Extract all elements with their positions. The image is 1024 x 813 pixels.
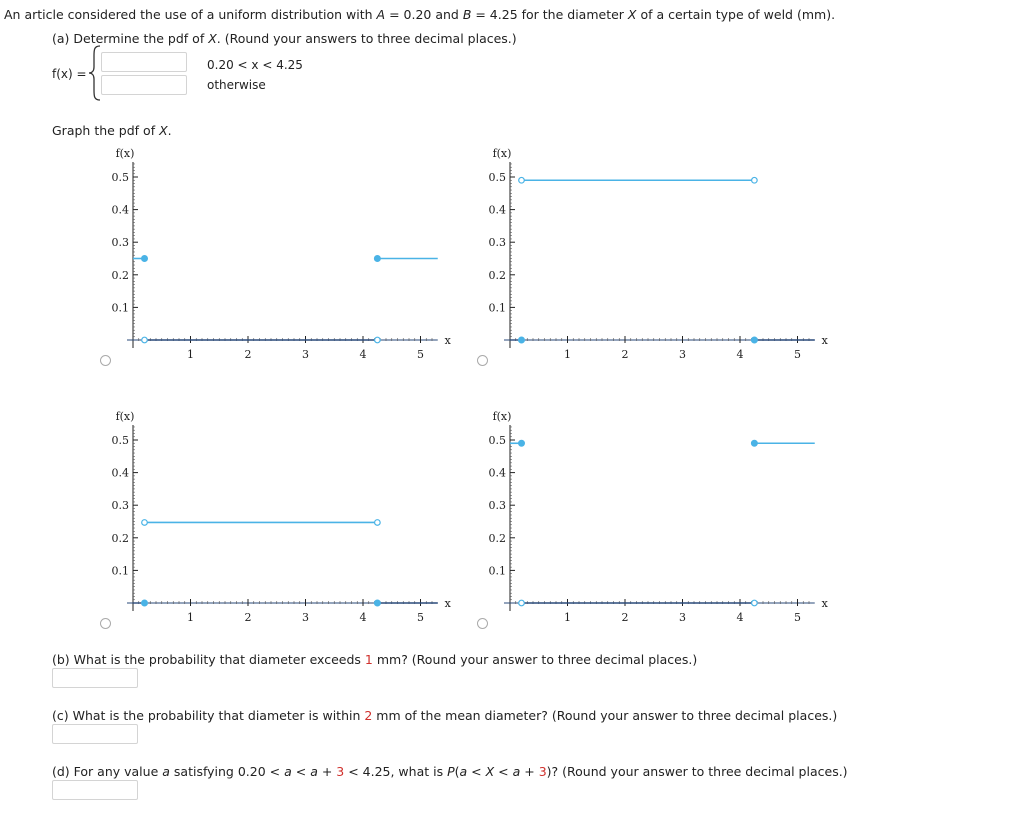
closed-endpoint [519, 440, 525, 446]
open-endpoint [142, 520, 148, 526]
open-endpoint [519, 177, 525, 183]
graph-option-2-radio[interactable] [477, 355, 488, 366]
x-tick-label: 1 [187, 611, 194, 624]
graph-option-1-radio[interactable] [100, 355, 111, 366]
y-tick-label: 0.3 [111, 236, 129, 250]
y-tick-label: 0.1 [111, 564, 129, 578]
y-tick-label: 0.1 [111, 301, 129, 315]
part-d-number-2: 3 [538, 764, 547, 779]
graph-prompt-text-1: Graph the pdf of [52, 123, 160, 138]
y-axis-label: f(x) [115, 147, 135, 160]
intro-text-2: = 0.20 and [385, 7, 463, 22]
pdf-case2-input[interactable] [101, 75, 187, 95]
part-b-question [52, 652, 697, 667]
graph-option-3[interactable] [100, 403, 451, 648]
part-a-var-X: X [208, 31, 217, 46]
graph-option-4-radio[interactable] [477, 618, 488, 629]
open-endpoint [519, 600, 525, 606]
part-d-text-1: (d) For any value [52, 764, 163, 779]
x-tick-label: 3 [302, 611, 309, 624]
part-d-text-8: < [494, 764, 513, 779]
closed-endpoint [142, 256, 148, 262]
intro-text-4: of a certain type of weld (mm). [636, 7, 836, 22]
y-tick-label: 0.4 [111, 203, 129, 217]
problem-intro [4, 7, 835, 22]
y-tick-label: 0.5 [111, 171, 129, 184]
case2-condition: otherwise [207, 78, 266, 92]
y-tick-label: 0.4 [111, 466, 129, 480]
x-tick-label: 4 [359, 611, 367, 624]
y-tick-label: 0.3 [488, 499, 506, 513]
var-A: A [376, 7, 386, 22]
x-axis-label: x [821, 597, 828, 610]
x-tick-label: 3 [679, 348, 686, 361]
fx-label: f(x) = [52, 67, 87, 81]
part-d-question [52, 764, 848, 779]
piecewise-brace-icon [88, 44, 102, 102]
x-tick-label: 4 [736, 348, 744, 361]
y-tick-label: 0.2 [111, 268, 129, 282]
x-tick-label: 2 [621, 348, 629, 361]
case1-condition: 0.20 < x < 4.25 [207, 58, 303, 72]
y-axis-label: f(x) [115, 410, 135, 423]
part-d-var-a5: a [512, 764, 521, 779]
part-c-question [52, 708, 837, 723]
intro-text-1: An article considered the use of a uniform distribution with [4, 7, 377, 22]
part-c-text-2: mm of the mean diameter? (Round your answer to three decimal places.) [372, 708, 838, 723]
x-tick-label: 1 [564, 611, 571, 624]
x-tick-label: 4 [736, 611, 744, 624]
part-d-text-9: + [520, 764, 539, 779]
x-axis-label: x [444, 597, 451, 610]
part-b-answer-input[interactable] [52, 668, 138, 688]
x-tick-label: 5 [794, 348, 801, 361]
y-tick-label: 0.3 [111, 499, 129, 513]
x-tick-label: 2 [621, 611, 629, 624]
var-B: B [462, 7, 472, 22]
y-tick-label: 0.5 [488, 434, 506, 447]
y-tick-label: 0.3 [488, 236, 506, 250]
x-tick-label: 3 [679, 611, 686, 624]
y-axis-label: f(x) [492, 410, 512, 423]
part-d-var-P: P [447, 764, 455, 779]
intro-text-3: = 4.25 for the diameter [471, 7, 628, 22]
part-d-number-1: 3 [336, 764, 345, 779]
y-tick-label: 0.2 [111, 531, 129, 545]
part-d-answer-input[interactable] [52, 780, 138, 800]
pdf-case1-input[interactable] [101, 52, 187, 72]
x-tick-label: 3 [302, 348, 309, 361]
graph-option-2[interactable] [477, 140, 828, 385]
part-d-var-X: X [485, 764, 495, 779]
y-tick-label: 0.4 [488, 466, 506, 480]
x-tick-label: 1 [564, 348, 571, 361]
closed-endpoint [751, 337, 757, 343]
graph-option-4[interactable] [477, 403, 828, 648]
closed-endpoint [519, 337, 525, 343]
x-tick-label: 2 [244, 348, 252, 361]
graph-prompt [52, 123, 172, 138]
part-d-text-5: < 4.25, what is [344, 764, 448, 779]
part-c-text-1: (c) What is the probability that diameter is within [52, 708, 365, 723]
open-endpoint [375, 520, 381, 526]
part-c-answer-input[interactable] [52, 724, 138, 744]
open-endpoint [142, 337, 148, 343]
x-axis-label: x [821, 334, 828, 347]
part-d-text-4: + [317, 764, 337, 779]
closed-endpoint [142, 600, 148, 606]
var-X: X [627, 7, 637, 22]
x-tick-label: 2 [244, 611, 252, 624]
y-tick-label: 0.2 [488, 268, 506, 282]
open-endpoint [752, 177, 758, 183]
open-endpoint [752, 600, 758, 606]
x-tick-label: 5 [417, 611, 424, 624]
y-axis-label: f(x) [492, 147, 512, 160]
part-d-var-a3: a [310, 764, 318, 779]
x-axis-label: x [444, 334, 451, 347]
y-tick-label: 0.5 [111, 434, 129, 447]
part-d-text-7: < [467, 764, 486, 779]
x-tick-label: 4 [359, 348, 367, 361]
part-a-text-2: . (Round your answers to three decimal places.) [216, 31, 517, 46]
part-d-var-a4: a [459, 764, 468, 779]
part-a-question [52, 31, 517, 46]
part-d-text-10: )? (Round your answer to three decimal places.) [546, 764, 848, 779]
part-b-number: 1 [364, 652, 373, 667]
y-tick-label: 0.1 [488, 301, 506, 315]
part-d-var-a2: a [284, 764, 292, 779]
graph-prompt-var-X: X [159, 123, 168, 138]
closed-endpoint [374, 256, 380, 262]
graph-option-3-radio[interactable] [100, 618, 111, 629]
part-d-text-3: < [291, 764, 311, 779]
closed-endpoint [374, 600, 380, 606]
part-d-text-2: satisfying 0.20 < [169, 764, 285, 779]
y-tick-label: 0.2 [488, 531, 506, 545]
closed-endpoint [751, 440, 757, 446]
x-tick-label: 5 [794, 611, 801, 624]
y-tick-label: 0.1 [488, 564, 506, 578]
part-c-number: 2 [364, 708, 373, 723]
y-tick-label: 0.4 [488, 203, 506, 217]
part-b-text-1: (b) What is the probability that diameter exceeds [52, 652, 365, 667]
part-d-var-a1: a [162, 764, 170, 779]
graph-option-1[interactable] [100, 140, 451, 385]
part-d-text-6: ( [454, 764, 460, 779]
x-tick-label: 5 [417, 348, 424, 361]
part-a-text-1: (a) Determine the pdf of [52, 31, 209, 46]
open-endpoint [375, 337, 381, 343]
y-tick-label: 0.5 [488, 171, 506, 184]
part-b-text-2: mm? (Round your answer to three decimal places.) [372, 652, 698, 667]
x-tick-label: 1 [187, 348, 194, 361]
graph-prompt-text-2: . [167, 123, 172, 138]
